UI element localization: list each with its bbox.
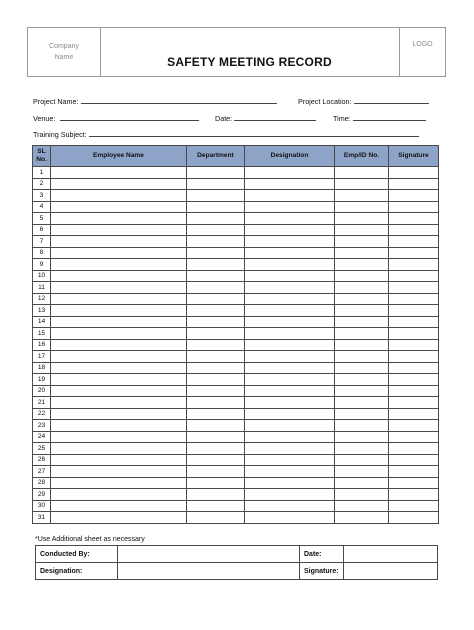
department-cell[interactable]: [187, 362, 245, 374]
employee-name-cell[interactable]: [51, 247, 187, 259]
col-header-signature: Signature: [389, 146, 439, 167]
row-sl-no: 31: [33, 512, 51, 524]
signature-cell[interactable]: [389, 236, 439, 248]
signature-input[interactable]: [344, 563, 438, 580]
designation-cell[interactable]: [245, 224, 335, 236]
employee-name-cell[interactable]: [51, 328, 187, 340]
table-row: [33, 466, 439, 478]
department-cell[interactable]: [187, 270, 245, 282]
department-cell[interactable]: [187, 397, 245, 409]
signoff-row: [36, 563, 438, 580]
signature-cell[interactable]: [389, 224, 439, 236]
department-cell[interactable]: [187, 282, 245, 294]
designation-cell[interactable]: [245, 316, 335, 328]
department-cell[interactable]: [187, 236, 245, 248]
employee-name-cell[interactable]: [51, 293, 187, 305]
department-cell[interactable]: [187, 201, 245, 213]
emp-id-cell[interactable]: [335, 466, 389, 478]
table-row: [33, 385, 439, 397]
signature-cell[interactable]: [389, 178, 439, 190]
department-cell[interactable]: [187, 190, 245, 202]
project-name-field[interactable]: [33, 96, 277, 106]
project-location-line[interactable]: [354, 96, 429, 104]
designation-cell[interactable]: [245, 512, 335, 524]
emp-id-cell[interactable]: [335, 397, 389, 409]
department-cell[interactable]: [187, 247, 245, 259]
row-sl-no: 11: [33, 282, 51, 294]
table-header-row: [33, 146, 439, 167]
time-field[interactable]: [333, 113, 426, 123]
row-sl-no: 6: [33, 224, 51, 236]
row-sl-no: 25: [33, 443, 51, 455]
emp-id-cell[interactable]: [335, 477, 389, 489]
designation-cell[interactable]: [245, 477, 335, 489]
designation-cell[interactable]: [245, 374, 335, 386]
table-row: [33, 178, 439, 190]
conducted-by-input[interactable]: [118, 546, 300, 563]
signature-label: Signature:: [300, 563, 344, 580]
signoff-table: [35, 545, 438, 580]
row-sl-no: 20: [33, 385, 51, 397]
employee-name-cell[interactable]: [51, 512, 187, 524]
employee-name-cell[interactable]: [51, 500, 187, 512]
row-sl-no: 28: [33, 477, 51, 489]
table-row: [33, 443, 439, 455]
department-cell[interactable]: [187, 259, 245, 271]
department-cell[interactable]: [187, 213, 245, 225]
table-row: [33, 477, 439, 489]
time-label: Time:: [333, 114, 351, 123]
employee-name-cell[interactable]: [51, 178, 187, 190]
signoff-date-label: Date:: [300, 546, 344, 563]
department-cell[interactable]: [187, 305, 245, 317]
signature-cell[interactable]: [389, 247, 439, 259]
signature-cell[interactable]: [389, 293, 439, 305]
signature-cell[interactable]: [389, 167, 439, 179]
table-row: [33, 339, 439, 351]
designation-cell[interactable]: [245, 213, 335, 225]
training-subject-label: Training Subject:: [33, 130, 87, 139]
signature-cell[interactable]: [389, 328, 439, 340]
emp-id-cell[interactable]: [335, 385, 389, 397]
row-sl-no: 22: [33, 408, 51, 420]
employee-name-cell[interactable]: [51, 420, 187, 432]
designation-cell[interactable]: [245, 454, 335, 466]
row-sl-no: 21: [33, 397, 51, 409]
signature-cell[interactable]: [389, 443, 439, 455]
col-header-department: Department: [187, 146, 245, 167]
table-row: [33, 454, 439, 466]
department-cell[interactable]: [187, 431, 245, 443]
emp-id-cell[interactable]: [335, 339, 389, 351]
col-header-designation: Designation: [245, 146, 335, 167]
signature-cell[interactable]: [389, 190, 439, 202]
table-row: [33, 247, 439, 259]
table-row: [33, 293, 439, 305]
row-sl-no: 1: [33, 167, 51, 179]
training-subject-line[interactable]: [89, 129, 419, 137]
designation-cell[interactable]: [245, 431, 335, 443]
emp-id-cell[interactable]: [335, 328, 389, 340]
department-cell[interactable]: [187, 420, 245, 432]
row-sl-no: 30: [33, 500, 51, 512]
signature-cell[interactable]: [389, 500, 439, 512]
table-row: [33, 305, 439, 317]
emp-id-cell[interactable]: [335, 247, 389, 259]
table-row: [33, 408, 439, 420]
designation-cell[interactable]: [245, 178, 335, 190]
signature-cell[interactable]: [389, 385, 439, 397]
row-sl-no: 19: [33, 374, 51, 386]
employee-name-cell[interactable]: [51, 339, 187, 351]
table-row: [33, 362, 439, 374]
emp-id-cell[interactable]: [335, 224, 389, 236]
designation-cell[interactable]: [245, 293, 335, 305]
employee-name-cell[interactable]: [51, 362, 187, 374]
emp-id-cell[interactable]: [335, 305, 389, 317]
table-row: [33, 374, 439, 386]
table-row: [33, 201, 439, 213]
department-cell[interactable]: [187, 178, 245, 190]
table-row: [33, 328, 439, 340]
row-sl-no: 17: [33, 351, 51, 363]
signature-cell[interactable]: [389, 420, 439, 432]
row-sl-no: 2: [33, 178, 51, 190]
row-sl-no: 27: [33, 466, 51, 478]
signoff-row: [36, 546, 438, 563]
header-box: [27, 27, 446, 77]
table-row: [33, 431, 439, 443]
designation-cell[interactable]: [245, 408, 335, 420]
conducted-by-label: Conducted By:: [36, 546, 118, 563]
table-row: [33, 351, 439, 363]
designation-cell[interactable]: [245, 190, 335, 202]
project-location-label: Project Location:: [298, 97, 352, 106]
emp-id-cell[interactable]: [335, 489, 389, 501]
emp-id-cell[interactable]: [335, 236, 389, 248]
department-cell[interactable]: [187, 167, 245, 179]
attendance-table: [32, 145, 439, 524]
department-cell[interactable]: [187, 316, 245, 328]
employee-name-cell[interactable]: [51, 316, 187, 328]
designation-cell[interactable]: [245, 466, 335, 478]
signature-cell[interactable]: [389, 270, 439, 282]
signature-cell[interactable]: [389, 489, 439, 501]
row-sl-no: 15: [33, 328, 51, 340]
row-sl-no: 16: [33, 339, 51, 351]
designation-cell[interactable]: [245, 362, 335, 374]
emp-id-cell[interactable]: [335, 190, 389, 202]
row-sl-no: 26: [33, 454, 51, 466]
date-label: Date:: [215, 114, 233, 123]
employee-name-cell[interactable]: [51, 443, 187, 455]
table-row: [33, 500, 439, 512]
employee-name-cell[interactable]: [51, 270, 187, 282]
emp-id-cell[interactable]: [335, 420, 389, 432]
emp-id-cell[interactable]: [335, 282, 389, 294]
employee-name-cell[interactable]: [51, 282, 187, 294]
table-row: [33, 420, 439, 432]
designation-cell[interactable]: [245, 385, 335, 397]
signature-cell[interactable]: [389, 397, 439, 409]
employee-name-cell[interactable]: [51, 408, 187, 420]
employee-name-cell[interactable]: [51, 236, 187, 248]
signoff-date-input[interactable]: [344, 546, 438, 563]
department-cell[interactable]: [187, 443, 245, 455]
table-row: [33, 397, 439, 409]
signature-cell[interactable]: [389, 431, 439, 443]
department-cell[interactable]: [187, 293, 245, 305]
employee-name-cell[interactable]: [51, 305, 187, 317]
employee-name-cell[interactable]: [51, 167, 187, 179]
emp-id-cell[interactable]: [335, 213, 389, 225]
employee-name-cell[interactable]: [51, 259, 187, 271]
table-row: [33, 167, 439, 179]
designation-cell[interactable]: [245, 247, 335, 259]
emp-id-cell[interactable]: [335, 201, 389, 213]
department-cell[interactable]: [187, 328, 245, 340]
signature-cell[interactable]: [389, 213, 439, 225]
row-sl-no: 8: [33, 247, 51, 259]
project-location-field[interactable]: [298, 96, 429, 106]
row-sl-no: 5: [33, 213, 51, 225]
company-line-1: Company: [49, 43, 79, 50]
department-cell[interactable]: [187, 466, 245, 478]
emp-id-cell[interactable]: [335, 512, 389, 524]
row-sl-no: 7: [33, 236, 51, 248]
training-subject-field[interactable]: [33, 129, 419, 139]
row-sl-no: 4: [33, 201, 51, 213]
employee-name-cell[interactable]: [51, 213, 187, 225]
row-sl-no: 23: [33, 420, 51, 432]
table-row: [33, 236, 439, 248]
designation-cell[interactable]: [245, 489, 335, 501]
emp-id-cell[interactable]: [335, 500, 389, 512]
table-row: [33, 259, 439, 271]
emp-id-cell[interactable]: [335, 454, 389, 466]
designation-cell[interactable]: [245, 167, 335, 179]
department-cell[interactable]: [187, 489, 245, 501]
time-line[interactable]: [353, 113, 426, 121]
date-line[interactable]: [234, 113, 316, 121]
emp-id-cell[interactable]: [335, 408, 389, 420]
signature-cell[interactable]: [389, 466, 439, 478]
table-row: [33, 282, 439, 294]
employee-name-cell[interactable]: [51, 224, 187, 236]
emp-id-cell[interactable]: [335, 431, 389, 443]
emp-id-cell[interactable]: [335, 270, 389, 282]
row-sl-no: 9: [33, 259, 51, 271]
department-cell[interactable]: [187, 500, 245, 512]
table-row: [33, 190, 439, 202]
employee-name-cell[interactable]: [51, 489, 187, 501]
employee-name-cell[interactable]: [51, 201, 187, 213]
emp-id-cell[interactable]: [335, 178, 389, 190]
signature-cell[interactable]: [389, 477, 439, 489]
designation-label: Designation:: [36, 563, 118, 580]
designation-cell[interactable]: [245, 397, 335, 409]
row-sl-no: 10: [33, 270, 51, 282]
row-sl-no: 18: [33, 362, 51, 374]
table-row: [33, 213, 439, 225]
designation-cell[interactable]: [245, 259, 335, 271]
employee-name-cell[interactable]: [51, 454, 187, 466]
designation-cell[interactable]: [245, 351, 335, 363]
employee-name-cell[interactable]: [51, 431, 187, 443]
employee-name-cell[interactable]: [51, 397, 187, 409]
venue-label: Venue:: [33, 114, 56, 123]
company-line-2: Name: [54, 54, 74, 61]
col-header-sl-no: SL No.: [33, 146, 51, 167]
row-sl-no: 24: [33, 431, 51, 443]
department-cell[interactable]: [187, 454, 245, 466]
department-cell[interactable]: [187, 512, 245, 524]
emp-id-cell[interactable]: [335, 374, 389, 386]
designation-cell[interactable]: [245, 201, 335, 213]
department-cell[interactable]: [187, 477, 245, 489]
venue-field[interactable]: [33, 113, 199, 123]
signature-cell[interactable]: [389, 259, 439, 271]
signature-cell[interactable]: [389, 305, 439, 317]
table-row: [33, 270, 439, 282]
department-cell[interactable]: [187, 339, 245, 351]
employee-name-cell[interactable]: [51, 190, 187, 202]
designation-cell[interactable]: [245, 282, 335, 294]
document-title: SAFETY MEETING RECORD: [167, 55, 332, 69]
project-name-label: Project Name:: [33, 97, 79, 106]
additional-sheet-note: *Use Additional sheet as necessary: [35, 536, 145, 543]
employee-name-cell[interactable]: [51, 477, 187, 489]
signature-cell[interactable]: [389, 282, 439, 294]
employee-name-cell[interactable]: [51, 385, 187, 397]
col-header-employee-name: Employee Name: [51, 146, 187, 167]
table-row: [33, 316, 439, 328]
employee-name-cell[interactable]: [51, 351, 187, 363]
row-sl-no: 3: [33, 190, 51, 202]
department-cell[interactable]: [187, 385, 245, 397]
designation-cell[interactable]: [245, 305, 335, 317]
signature-cell[interactable]: [389, 351, 439, 363]
designation-cell[interactable]: [245, 500, 335, 512]
project-name-line[interactable]: [81, 96, 277, 104]
date-field[interactable]: [215, 113, 316, 123]
department-cell[interactable]: [187, 224, 245, 236]
designation-cell[interactable]: [245, 236, 335, 248]
table-body: [33, 167, 439, 524]
company-name-placeholder: [28, 28, 101, 76]
emp-id-cell[interactable]: [335, 316, 389, 328]
signature-cell[interactable]: [389, 454, 439, 466]
designation-cell[interactable]: [245, 328, 335, 340]
row-sl-no: 14: [33, 316, 51, 328]
emp-id-cell[interactable]: [335, 167, 389, 179]
designation-input[interactable]: [118, 563, 300, 580]
designation-cell[interactable]: [245, 339, 335, 351]
signature-cell[interactable]: [389, 201, 439, 213]
signature-cell[interactable]: [389, 339, 439, 351]
department-cell[interactable]: [187, 351, 245, 363]
designation-cell[interactable]: [245, 420, 335, 432]
logo-placeholder: LOGO: [399, 28, 445, 76]
row-sl-no: 29: [33, 489, 51, 501]
department-cell[interactable]: [187, 374, 245, 386]
emp-id-cell[interactable]: [335, 293, 389, 305]
emp-id-cell[interactable]: [335, 443, 389, 455]
row-sl-no: 12: [33, 293, 51, 305]
employee-name-cell[interactable]: [51, 374, 187, 386]
emp-id-cell[interactable]: [335, 362, 389, 374]
venue-line[interactable]: [60, 113, 199, 121]
emp-id-cell[interactable]: [335, 259, 389, 271]
signature-cell[interactable]: [389, 408, 439, 420]
signature-cell[interactable]: [389, 316, 439, 328]
table-row: [33, 224, 439, 236]
designation-cell[interactable]: [245, 270, 335, 282]
col-header-emp-id: Emp/ID No.: [335, 146, 389, 167]
department-cell[interactable]: [187, 408, 245, 420]
employee-name-cell[interactable]: [51, 466, 187, 478]
emp-id-cell[interactable]: [335, 351, 389, 363]
signature-cell[interactable]: [389, 374, 439, 386]
row-sl-no: 13: [33, 305, 51, 317]
table-row: [33, 512, 439, 524]
signature-cell[interactable]: [389, 362, 439, 374]
signature-cell[interactable]: [389, 512, 439, 524]
table-row: [33, 489, 439, 501]
designation-cell[interactable]: [245, 443, 335, 455]
